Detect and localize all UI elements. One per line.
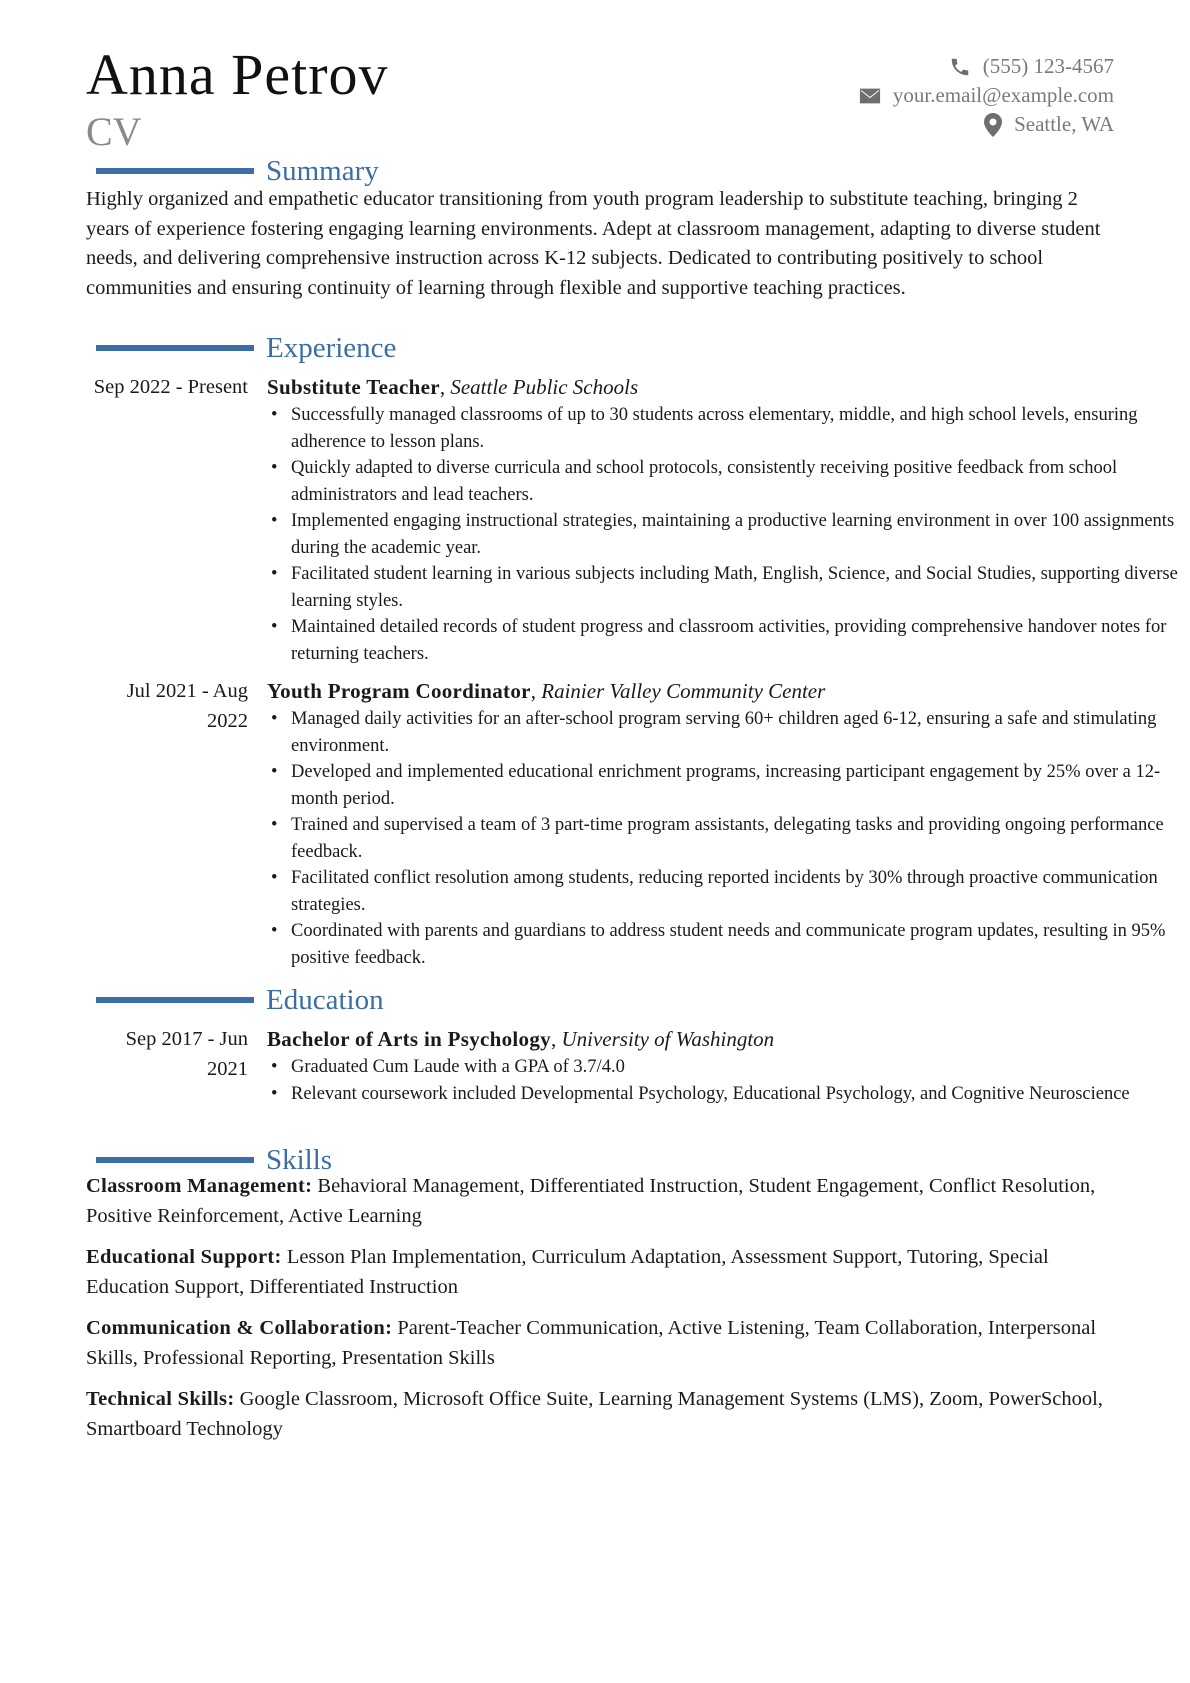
experience-heading [96, 331, 396, 365]
job-organization: Seattle Public Schools [450, 375, 639, 399]
document-subtitle: CV [86, 109, 142, 154]
job-role: Youth Program Coordinator [267, 679, 531, 703]
entry-date: Sep 2017 - Jun 2021 [125, 1028, 248, 1080]
list-item: • Facilitated student learning in various subjects including Math, English, Science, and Social Studies, supporting diverse learning styles. [267, 561, 1187, 614]
skill-label: Educational Support: [86, 1246, 282, 1268]
education-title: Education [266, 984, 384, 1016]
list-item: • Quickly adapted to diverse curricula and school protocols, consistently receiving positive feedback from school administrators and lead teachers. [267, 455, 1187, 508]
list-item: • Developed and implemented educational enrichment programs, increasing participant engagement by 25% over a 12-month period. [267, 759, 1187, 812]
skill-group [86, 1314, 1116, 1373]
list-item: • Facilitated conflict resolution among students, reducing reported incidents by 30% through proactive communication strategies. [267, 865, 1187, 918]
skills-title: Skills [266, 1144, 333, 1176]
contact-block [859, 52, 1114, 139]
experience-title: Experience [266, 332, 397, 364]
skill-group [86, 1243, 1116, 1302]
list-item: • Relevant coursework included Developmental Psychology, Educational Psychology, and Cognitive Neuroscience [267, 1081, 1187, 1108]
entry-body [267, 677, 1187, 971]
list-item: • Graduated Cum Laude with a GPA of 3.7/4.0 [267, 1054, 1187, 1081]
degree-name: Bachelor of Arts in Psychology [267, 1027, 551, 1051]
phone-icon [949, 56, 971, 78]
list-item: • Trained and supervised a team of 3 part-time program assistants, delegating tasks and providing ongoing performance feedback. [267, 812, 1187, 865]
location-text: Seattle, WA [1014, 112, 1114, 136]
bullet-list [267, 1054, 1187, 1107]
list-item: • Coordinated with parents and guardians to address student needs and communicate program updates, resulting in 95% positive feedback. [267, 918, 1187, 971]
section-bar [96, 1157, 254, 1163]
list-item: • Implemented engaging instructional strategies, maintaining a productive learning environment in over 100 assignments during the academic year. [267, 508, 1187, 561]
contact-location [859, 110, 1114, 139]
skill-label: Communication & Collaboration: [86, 1317, 393, 1339]
entry-date: Sep 2022 - Present [93, 376, 248, 398]
summary-heading [96, 154, 379, 188]
skill-group [86, 1385, 1116, 1444]
entry-body [267, 1025, 1187, 1107]
education-heading [96, 983, 384, 1017]
envelope-icon [859, 87, 881, 105]
skill-label: Technical Skills: [86, 1388, 235, 1410]
job-role: Substitute Teacher [267, 375, 440, 399]
bullet-list [267, 402, 1187, 667]
list-item: • Successfully managed classrooms of up to 30 students across elementary, middle, and high school levels, ensuring adherence to lesson plans. [267, 402, 1187, 455]
contact-email [859, 81, 1114, 110]
skill-label: Classroom Management: [86, 1175, 313, 1197]
map-pin-icon [984, 113, 1002, 137]
entry-title: Youth Program Coordinator, Rainier Valley Community Center [267, 679, 826, 703]
school-name: University of Washington [561, 1027, 775, 1051]
job-organization: Rainier Valley Community Center [541, 679, 826, 703]
entry-body [267, 373, 1187, 667]
skill-text: Google Classroom, Microsoft Office Suite, Learning Management Systems (LMS), Zoom, PowerSchool, Smartboard Technology [86, 1388, 1103, 1440]
list-item: • Maintained detailed records of student progress and classroom activities, providing comprehensive handover notes for returning teachers. [267, 614, 1187, 667]
skill-group [86, 1172, 1116, 1231]
entry-title: Bachelor of Arts in Psychology, University of Washington [267, 1027, 775, 1051]
email-address: your.email@example.com [892, 83, 1114, 107]
section-bar [96, 345, 254, 351]
skill-text: Behavioral Management, Differentiated Instruction, Student Engagement, Conflict Resolution, Positive Reinforcement, Active Learning [86, 1175, 1096, 1227]
phone-number: (555) 123-4567 [982, 54, 1114, 78]
contact-phone [859, 52, 1114, 81]
bullet-list [267, 706, 1187, 971]
summary-title: Summary [266, 155, 379, 187]
list-item: • Managed daily activities for an after-school program serving 60+ children aged 6-12, ensuring a safe and stimulating environment. [267, 706, 1187, 759]
section-bar [96, 997, 254, 1003]
entry-title: Substitute Teacher, Seattle Public Schools [267, 375, 639, 399]
summary-text: Highly organized and empathetic educator transitioning from youth program leadership to substitute teaching, bringing 2 years of experience fostering engaging learning environments. Adept at classroom management, adapting to diverse student needs, and delivering comprehensive instruction across K-12 subjects. Dedicated to contributing positively to school communities and ensuring continuity of learning through flexible and supportive teaching practices. [86, 188, 1101, 299]
skill-text: Parent-Teacher Communication, Active Listening, Team Collaboration, Interpersonal Skills, Professional Reporting, Presentation Skills [86, 1317, 1097, 1369]
candidate-name: Anna Petrov [86, 42, 389, 107]
section-bar [96, 168, 254, 174]
entry-date: Jul 2021 - Aug 2022 [126, 680, 248, 732]
skill-text: Lesson Plan Implementation, Curriculum Adaptation, Assessment Support, Tutoring, Special Education Support, Differentiated Instruction [86, 1246, 1049, 1298]
